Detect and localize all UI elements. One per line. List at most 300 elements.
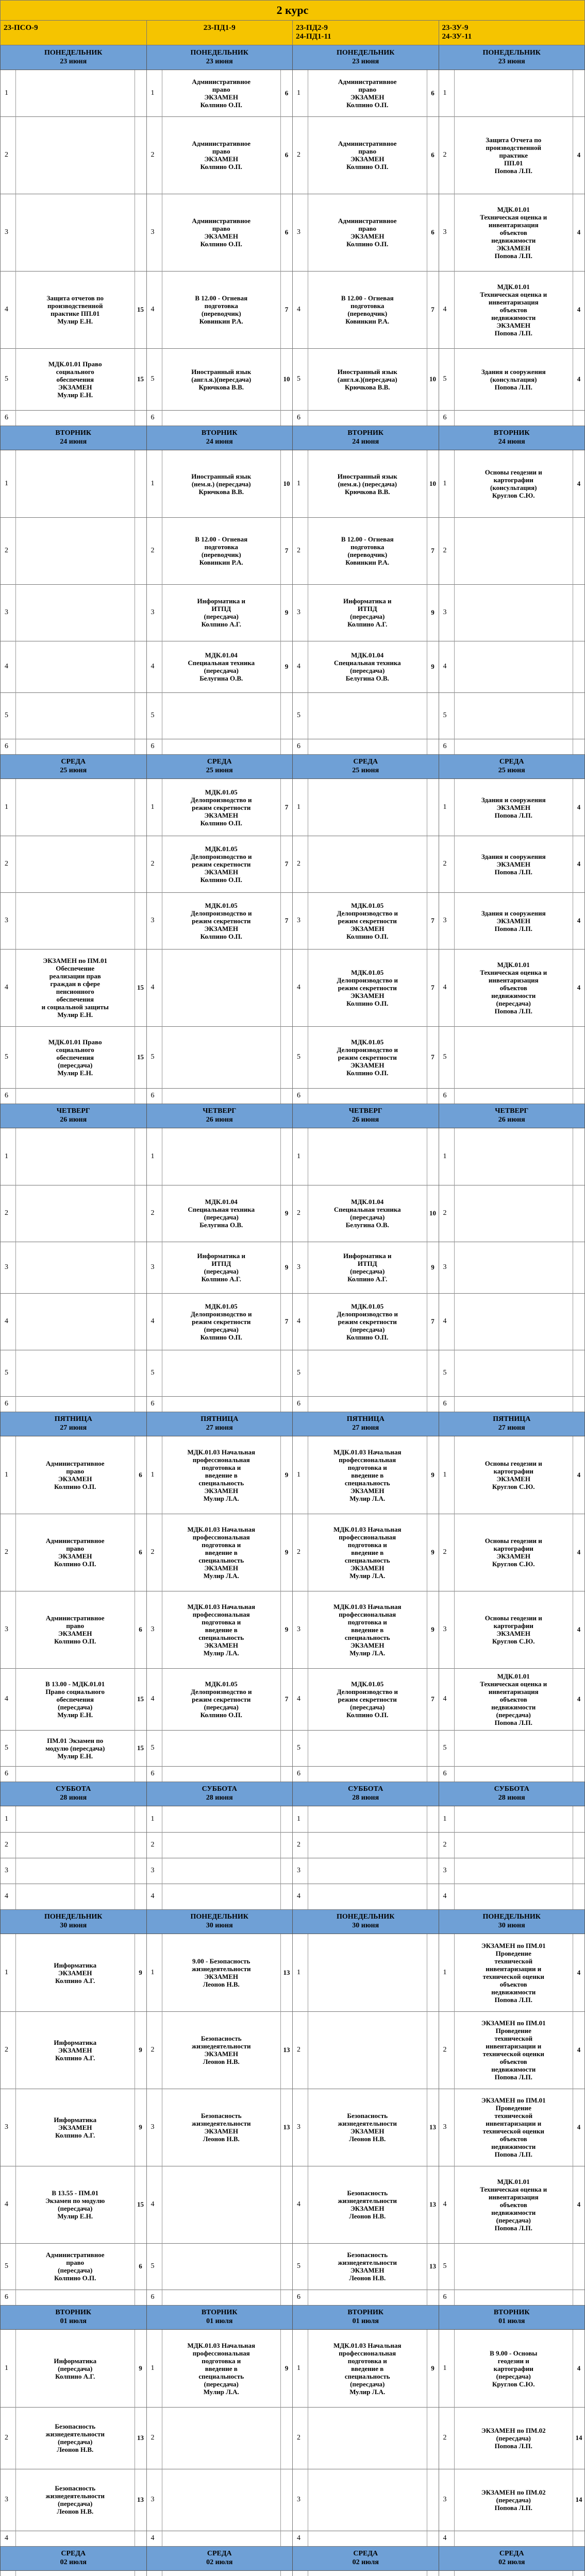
lesson-number: 1 bbox=[293, 779, 308, 836]
room-number bbox=[427, 2531, 439, 2546]
lesson-number: 3 bbox=[1, 2089, 16, 2166]
lesson-row bbox=[0, 116, 585, 194]
room-number bbox=[281, 2571, 292, 2576]
lesson-subject bbox=[162, 1806, 281, 1832]
room-number: 9 bbox=[139, 2364, 142, 2372]
lesson-row bbox=[0, 517, 585, 584]
lesson-number: 4 bbox=[293, 1884, 308, 1909]
room-number bbox=[281, 2243, 292, 2290]
lesson-subject: МДК.01.05 Делопроизводство и режим секретности (пересдача) Колпино О.П. bbox=[308, 1668, 427, 1730]
lesson-number: 1 bbox=[293, 2330, 308, 2407]
lesson-subject: МДК.01.03 Начальная профессиональная подготовка и введение в специальность ЭКЗАМЕН Мулир Л.А. bbox=[308, 1591, 427, 1668]
room-number bbox=[427, 779, 439, 836]
lesson-subject bbox=[16, 1088, 135, 1104]
day-header: ВТОРНИК 01 июля bbox=[293, 2305, 439, 2330]
lesson-subject bbox=[16, 2290, 135, 2305]
lesson-subject: МДК.01.05 Делопроизводство и режим секретности (пересдача) Колпино О.П. bbox=[162, 1293, 281, 1350]
room-number bbox=[135, 1185, 146, 1242]
lesson-subject: МДК.01.05 Делопроизводство и режим секретности ЭКЗАМЕН Колпино О.П. bbox=[308, 892, 427, 949]
day-header-row bbox=[0, 2305, 585, 2330]
lesson-subject bbox=[162, 692, 281, 739]
lesson-number: 4 bbox=[293, 1668, 308, 1730]
day-header: ПОНЕДЕЛЬНИК 23 июня bbox=[1, 45, 147, 70]
lesson-number: 2 bbox=[439, 517, 455, 584]
lesson-subject bbox=[308, 1934, 427, 2011]
lesson-cell bbox=[439, 348, 585, 411]
room-number: 4 bbox=[577, 1471, 581, 1479]
lesson-cell bbox=[439, 70, 585, 117]
room-number: 4 bbox=[577, 375, 581, 383]
lesson-subject bbox=[455, 517, 574, 584]
group-header: 23-ПД1-9 bbox=[147, 21, 293, 45]
room-number: 9 bbox=[285, 1471, 289, 1479]
lesson-number: 2 bbox=[147, 2011, 162, 2089]
lesson-number: 2 bbox=[439, 1185, 455, 1242]
room-number bbox=[427, 1858, 439, 1884]
lesson-number: 4 bbox=[147, 949, 162, 1026]
lesson-number: 1 bbox=[147, 450, 162, 517]
lesson-cell bbox=[293, 1396, 439, 1412]
lesson-subject: 9.00 - Безопасность жизнедеятельности ЭКЗАМЕН Леонов Н.В. bbox=[162, 1934, 281, 2011]
lesson-cell bbox=[147, 2407, 293, 2469]
lesson-cell bbox=[293, 2531, 439, 2547]
room-number: 4 bbox=[577, 803, 581, 811]
lesson-subject: В 9.00 - Основы геодезии и картографии (пересдача) Круглов С.Ю. bbox=[455, 2330, 574, 2407]
lesson-subject: Административное право ЭКЗАМЕН Колпино О.П. bbox=[16, 1514, 135, 1591]
room-number bbox=[135, 2571, 146, 2576]
lesson-cell bbox=[439, 1858, 585, 1884]
room-number: 10 bbox=[429, 375, 436, 383]
room-number: 6 bbox=[139, 2262, 142, 2270]
lesson-subject bbox=[16, 1128, 135, 1185]
lesson-cell bbox=[293, 1934, 439, 2012]
lesson-cell bbox=[293, 271, 439, 349]
lesson-number: 6 bbox=[439, 739, 455, 754]
lesson-subject: Административное право ЭКЗАМЕН Колпино О.П. bbox=[308, 116, 427, 194]
lesson-subject bbox=[162, 739, 281, 754]
room-number: 4 bbox=[577, 1969, 581, 1976]
lesson-subject bbox=[308, 2469, 427, 2531]
lesson-number: 2 bbox=[147, 1185, 162, 1242]
lesson-cell bbox=[1, 2290, 147, 2306]
lesson-subject: Защита Отчета по производственной практике ПП.01 Попова Л.П. bbox=[455, 116, 574, 194]
room-number: 13 bbox=[429, 2123, 436, 2131]
room-number bbox=[573, 1128, 584, 1185]
day-header: ВТОРНИК 24 июня bbox=[439, 426, 585, 450]
lesson-number: 5 bbox=[1, 1350, 16, 1396]
lesson-number: 4 bbox=[147, 1668, 162, 1730]
lesson-subject bbox=[308, 2011, 427, 2089]
room-number: 7 bbox=[431, 306, 434, 313]
room-number: 4 bbox=[577, 2200, 581, 2208]
lesson-number: 6 bbox=[439, 2290, 455, 2305]
lesson-cell bbox=[439, 2469, 585, 2531]
lesson-row bbox=[0, 2290, 585, 2305]
room-number bbox=[427, 692, 439, 739]
lesson-row bbox=[0, 949, 585, 1026]
lesson-cell bbox=[293, 1185, 439, 1242]
lesson-subject bbox=[308, 2290, 427, 2305]
lesson-cell bbox=[1, 1436, 147, 1514]
lesson-cell bbox=[1, 1884, 147, 1910]
lesson-subject bbox=[455, 584, 574, 641]
lesson-subject bbox=[308, 1884, 427, 1909]
lesson-row bbox=[0, 1436, 585, 1514]
day-header: СРЕДА 02 июля bbox=[1, 2546, 147, 2571]
room-number bbox=[135, 1088, 146, 1104]
room-number: 6 bbox=[285, 228, 289, 236]
lesson-number: 2 bbox=[439, 1832, 455, 1858]
lesson-number: 1 bbox=[439, 1128, 455, 1185]
lesson-subject: ЭКЗАМЕН по ПМ.01 Проведение технической инвентаризации и технической оценки объектов недвижимости Попова Л.П. bbox=[455, 1934, 574, 2011]
lesson-cell bbox=[293, 779, 439, 836]
lesson-number: 3 bbox=[293, 584, 308, 641]
lesson-row bbox=[0, 1026, 585, 1088]
lesson-subject bbox=[162, 1396, 281, 1412]
lesson-subject: Безопасность жизнедеятельности ЭКЗАМЕН Леонов Н.В. bbox=[162, 2011, 281, 2089]
lesson-cell bbox=[147, 1128, 293, 1185]
lesson-subject: МДК.01.03 Начальная профессиональная подготовка и введение в специальность ЭКЗАМЕН Мулир Л.А. bbox=[162, 1591, 281, 1668]
lesson-subject bbox=[308, 779, 427, 836]
room-number bbox=[135, 836, 146, 892]
lesson-cell bbox=[147, 450, 293, 518]
day-header: ВТОРНИК 01 июля bbox=[147, 2305, 293, 2330]
lesson-cell bbox=[439, 584, 585, 641]
lesson-cell bbox=[439, 2089, 585, 2166]
lesson-number: 1 bbox=[1, 779, 16, 836]
lesson-subject bbox=[16, 1293, 135, 1350]
lesson-cell bbox=[1, 1806, 147, 1833]
lesson-subject bbox=[455, 1185, 574, 1242]
lesson-subject bbox=[455, 2531, 574, 2546]
day-header: СРЕДА 02 июля bbox=[439, 2546, 585, 2571]
room-number bbox=[135, 1242, 146, 1293]
lesson-number: 2 bbox=[439, 2011, 455, 2089]
lesson-cell bbox=[147, 70, 293, 117]
lesson-cell bbox=[147, 517, 293, 585]
group-header-row bbox=[0, 21, 585, 45]
lesson-number: 3 bbox=[147, 2089, 162, 2166]
day-header: ПОНЕДЕЛЬНИК 23 июня bbox=[439, 45, 585, 70]
lesson-subject: Информатика ЭКЗАМЕН Колпино А.Г. bbox=[16, 2089, 135, 2166]
lesson-number: 2 bbox=[293, 1832, 308, 1858]
lesson-number: 3 bbox=[1, 2469, 16, 2531]
lesson-subject: Здания и сооружения (консультация) Попова Л.П. bbox=[455, 348, 574, 410]
lesson-subject: МДК.01.04 Специальная техника (пересдача) Белугина О.В. bbox=[162, 641, 281, 692]
lesson-cell bbox=[439, 949, 585, 1027]
lesson-subject bbox=[308, 1806, 427, 1832]
lesson-subject bbox=[308, 1396, 427, 1412]
lesson-cell bbox=[147, 739, 293, 755]
lesson-subject: Информатика и ИТПД (пересдача) Колпино А.Г. bbox=[308, 584, 427, 641]
lesson-number: 1 bbox=[1, 450, 16, 517]
lesson-cell bbox=[1, 1832, 147, 1858]
room-number bbox=[427, 1128, 439, 1185]
lesson-number: 4 bbox=[439, 949, 455, 1026]
room-number: 7 bbox=[431, 1695, 434, 1703]
lesson-cell bbox=[439, 1884, 585, 1910]
room-number: 7 bbox=[285, 917, 289, 924]
room-number: 14 bbox=[575, 2434, 582, 2442]
lesson-cell bbox=[293, 2290, 439, 2306]
room-number: 9 bbox=[431, 1471, 434, 1479]
lesson-number: 5 bbox=[1, 1026, 16, 1088]
lesson-number: 4 bbox=[439, 1884, 455, 1909]
lesson-cell bbox=[147, 2330, 293, 2408]
room-number: 7 bbox=[285, 803, 289, 811]
room-number bbox=[427, 1396, 439, 1412]
lesson-cell bbox=[439, 194, 585, 272]
lesson-subject: Защита отчетов по производственной практике ПП.01 Мулир Е.Н. bbox=[16, 271, 135, 348]
lesson-subject bbox=[16, 739, 135, 754]
lesson-row bbox=[0, 1884, 585, 1909]
room-number: 15 bbox=[137, 2200, 144, 2208]
lesson-cell bbox=[439, 1350, 585, 1397]
room-number: 9 bbox=[431, 1263, 434, 1271]
lesson-subject bbox=[308, 2531, 427, 2546]
lesson-cell bbox=[439, 1832, 585, 1858]
lesson-subject: Информатика и ИТПД (пересдача) Колпино А.Г. bbox=[162, 584, 281, 641]
lesson-subject bbox=[16, 836, 135, 892]
lesson-row bbox=[0, 2166, 585, 2243]
room-number: 7 bbox=[431, 547, 434, 554]
lesson-row bbox=[0, 271, 585, 348]
lesson-subject: Административное право ЭКЗАМЕН Колпино О.П. bbox=[162, 116, 281, 194]
room-number bbox=[281, 1858, 292, 1884]
lesson-cell bbox=[147, 2011, 293, 2089]
lesson-cell bbox=[293, 584, 439, 641]
lesson-number: 6 bbox=[147, 2290, 162, 2305]
lesson-cell bbox=[439, 2531, 585, 2547]
lesson-cell bbox=[147, 1668, 293, 1731]
room-number bbox=[573, 1884, 584, 1909]
lesson-row bbox=[0, 1242, 585, 1293]
lesson-cell bbox=[1, 779, 147, 836]
lesson-cell bbox=[293, 641, 439, 693]
lesson-row bbox=[0, 692, 585, 739]
lesson-subject bbox=[455, 1396, 574, 1412]
lesson-cell bbox=[147, 2469, 293, 2531]
lesson-number: 3 bbox=[293, 1591, 308, 1668]
room-number bbox=[281, 2290, 292, 2305]
lesson-subject: Безопасность жизнедеятельности ЭКЗАМЕН Леонов Н.В. bbox=[308, 2089, 427, 2166]
room-number bbox=[427, 1730, 439, 1766]
day-header: ЧЕТВЕРГ 26 июня bbox=[439, 1104, 585, 1128]
lesson-cell bbox=[293, 1858, 439, 1884]
day-header: СУББОТА 28 июня bbox=[147, 1782, 293, 1806]
lesson-cell bbox=[1, 1396, 147, 1412]
room-number bbox=[573, 2243, 584, 2290]
lesson-subject bbox=[455, 2290, 574, 2305]
lesson-subject: МДК.01.01 Техническая оценка и инвентаризация объектов недвижимости ЭКЗАМЕН Попова Л.П. bbox=[455, 271, 574, 348]
room-number: 6 bbox=[431, 151, 434, 159]
lesson-number: 4 bbox=[293, 641, 308, 692]
lesson-number: 2 bbox=[439, 836, 455, 892]
lesson-cell bbox=[293, 836, 439, 893]
lesson-number: 5 bbox=[147, 1730, 162, 1766]
lesson-subject: МДК.01.01 Право социального обеспечения ЭКЗАМЕН Мулир Е.Н. bbox=[16, 348, 135, 410]
lesson-number: 1 bbox=[293, 1436, 308, 1514]
lesson-cell bbox=[293, 450, 439, 518]
room-number bbox=[135, 892, 146, 949]
lesson-cell bbox=[293, 692, 439, 739]
lesson-number: 5 bbox=[439, 692, 455, 739]
lesson-cell bbox=[293, 1668, 439, 1731]
lesson-cell bbox=[1, 1591, 147, 1669]
lesson-row bbox=[0, 2469, 585, 2531]
lesson-number: 6 bbox=[1, 1396, 16, 1412]
lesson-number: 2 bbox=[439, 2407, 455, 2469]
lesson-row bbox=[0, 348, 585, 410]
lesson-row bbox=[0, 836, 585, 892]
lesson-row bbox=[0, 1293, 585, 1350]
day-header: ПОНЕДЕЛЬНИК 23 июня bbox=[293, 45, 439, 70]
lesson-subject bbox=[162, 2571, 281, 2576]
lesson-cell bbox=[1, 271, 147, 349]
lesson-number: 1 bbox=[147, 70, 162, 116]
lesson-cell bbox=[147, 2243, 293, 2290]
lesson-subject bbox=[455, 1242, 574, 1293]
lesson-number: 1 bbox=[1, 1436, 16, 1514]
lesson-subject bbox=[16, 1884, 135, 1909]
lesson-cell bbox=[1, 1026, 147, 1089]
lesson-number: 5 bbox=[293, 1730, 308, 1766]
lesson-subject: В 13.55 - ПМ.01 Экзамен по модулю (пересдача) Мулир Е.Н. bbox=[16, 2166, 135, 2243]
lesson-cell bbox=[1, 739, 147, 755]
lesson-cell bbox=[439, 1396, 585, 1412]
lesson-cell bbox=[1, 1242, 147, 1294]
lesson-subject: Информатика (пересдача) Колпино А.Г. bbox=[16, 2330, 135, 2407]
room-number bbox=[427, 2469, 439, 2531]
lesson-subject: Административное право ЭКЗАМЕН Колпино О.П. bbox=[16, 1591, 135, 1668]
room-number bbox=[135, 1766, 146, 1782]
lesson-cell bbox=[1, 410, 147, 426]
lesson-subject: Здания и сооружения ЭКЗАМЕН Попова Л.П. bbox=[455, 779, 574, 836]
lesson-subject: Безопасность жизнедеятельности (пересдача) Леонов Н.В. bbox=[16, 2469, 135, 2531]
lesson-row bbox=[0, 2571, 585, 2576]
lesson-cell bbox=[1, 2011, 147, 2089]
lesson-cell bbox=[1, 892, 147, 950]
lesson-cell bbox=[293, 2166, 439, 2244]
lesson-cell bbox=[147, 1350, 293, 1397]
room-number bbox=[427, 410, 439, 426]
lesson-row bbox=[0, 1668, 585, 1730]
lesson-number: 5 bbox=[439, 2243, 455, 2290]
room-number bbox=[573, 641, 584, 692]
room-number: 7 bbox=[431, 1317, 434, 1325]
room-number: 9 bbox=[431, 663, 434, 670]
lesson-subject: Иностранный язык (нем.я.) (пересдача) Крючкова В.В. bbox=[308, 450, 427, 517]
day-header: ПОНЕДЕЛЬНИК 30 июня bbox=[1, 1909, 147, 1934]
room-number: 4 bbox=[577, 1695, 581, 1703]
room-number bbox=[427, 1766, 439, 1782]
lesson-subject: ЭКЗАМЕН по ПМ.01 Проведение технической инвентаризации и технической оценки объектов недвижимости Попова Л.П. bbox=[455, 2011, 574, 2089]
lesson-number: 6 bbox=[1, 1766, 16, 1782]
lesson-subject bbox=[308, 2571, 427, 2576]
lesson-number: 1 bbox=[1, 1806, 16, 1832]
lesson-cell bbox=[293, 1766, 439, 1782]
room-number bbox=[427, 1934, 439, 2011]
lesson-cell bbox=[147, 1766, 293, 1782]
day-header: ВТОРНИК 01 июля bbox=[439, 2305, 585, 2330]
lesson-cell bbox=[147, 2531, 293, 2547]
room-number bbox=[573, 1350, 584, 1396]
lesson-cell bbox=[147, 2089, 293, 2166]
lesson-subject bbox=[162, 2166, 281, 2243]
lesson-cell bbox=[1, 194, 147, 272]
lesson-subject: МДК.01.05 Делопроизводство и режим секретности ЭКЗАМЕН Колпино О.П. bbox=[308, 1026, 427, 1088]
lesson-subject: Информатика ЭКЗАМЕН Колпино А.Г. bbox=[16, 1934, 135, 2011]
lesson-subject bbox=[455, 1088, 574, 1104]
lesson-cell bbox=[1, 1858, 147, 1884]
lesson-subject bbox=[455, 1806, 574, 1832]
room-number: 4 bbox=[577, 984, 581, 991]
room-number bbox=[281, 2166, 292, 2243]
room-number bbox=[427, 2407, 439, 2469]
room-number bbox=[281, 1088, 292, 1104]
lesson-cell bbox=[1, 2407, 147, 2469]
lesson-subject bbox=[455, 641, 574, 692]
lesson-number: 6 bbox=[1, 1088, 16, 1104]
lesson-number: 4 bbox=[439, 271, 455, 348]
room-number bbox=[281, 1128, 292, 1185]
lesson-subject bbox=[16, 692, 135, 739]
lesson-cell bbox=[1, 348, 147, 411]
lesson-subject: МДК.01.03 Начальная профессиональная подготовка и введение в специальность ЭКЗАМЕН Мулир Л.А. bbox=[308, 1514, 427, 1591]
room-number bbox=[135, 779, 146, 836]
room-number bbox=[135, 2531, 146, 2546]
room-number bbox=[135, 517, 146, 584]
lesson-number: 4 bbox=[293, 2531, 308, 2546]
lesson-number: 4 bbox=[147, 2531, 162, 2546]
lesson-subject bbox=[16, 2571, 135, 2576]
lesson-cell bbox=[293, 410, 439, 426]
lesson-number: 3 bbox=[293, 1242, 308, 1293]
lesson-row bbox=[0, 892, 585, 949]
lesson-cell bbox=[147, 1806, 293, 1833]
lesson-cell bbox=[293, 1242, 439, 1294]
lesson-number: 1 bbox=[439, 2330, 455, 2407]
room-number: 9 bbox=[285, 1548, 289, 1556]
lesson-subject: ЭКЗАМЕН по ПМ.01 Проведение технической инвентаризации и технической оценки объектов недвижимости Попова Л.П. bbox=[455, 2089, 574, 2166]
lesson-number: 2 bbox=[147, 517, 162, 584]
lesson-subject bbox=[162, 949, 281, 1026]
lesson-subject bbox=[16, 779, 135, 836]
room-number bbox=[573, 584, 584, 641]
room-number: 6 bbox=[139, 1548, 142, 1556]
lesson-number: 3 bbox=[439, 584, 455, 641]
lesson-subject: Административное право ЭКЗАМЕН Колпино О.П. bbox=[308, 194, 427, 271]
room-number bbox=[281, 1350, 292, 1396]
lesson-cell bbox=[439, 410, 585, 426]
lesson-subject: Основы геодезии и картографии ЭКЗАМЕН Круглов С.Ю. bbox=[455, 1514, 574, 1591]
day-header: ВТОРНИК 01 июля bbox=[1, 2305, 147, 2330]
room-number: 7 bbox=[431, 984, 434, 991]
room-number bbox=[573, 1858, 584, 1884]
lesson-subject bbox=[308, 1730, 427, 1766]
lesson-cell bbox=[147, 410, 293, 426]
day-header: ВТОРНИК 24 июня bbox=[1, 426, 147, 450]
lesson-number: 2 bbox=[1, 2011, 16, 2089]
room-number: 4 bbox=[577, 480, 581, 487]
lesson-subject: В 13.00 - МДК.01.01 Право социального обеспечения (пересдача) Мулир Е.Н. bbox=[16, 1668, 135, 1730]
days-container bbox=[0, 45, 585, 2576]
day-header: ПЯТНИЦА 27 июня bbox=[293, 1412, 439, 1436]
lesson-subject: Административное право ЭКЗАМЕН Колпино О.П. bbox=[162, 70, 281, 116]
room-number bbox=[427, 836, 439, 892]
lesson-cell bbox=[439, 892, 585, 950]
lesson-cell bbox=[439, 517, 585, 585]
